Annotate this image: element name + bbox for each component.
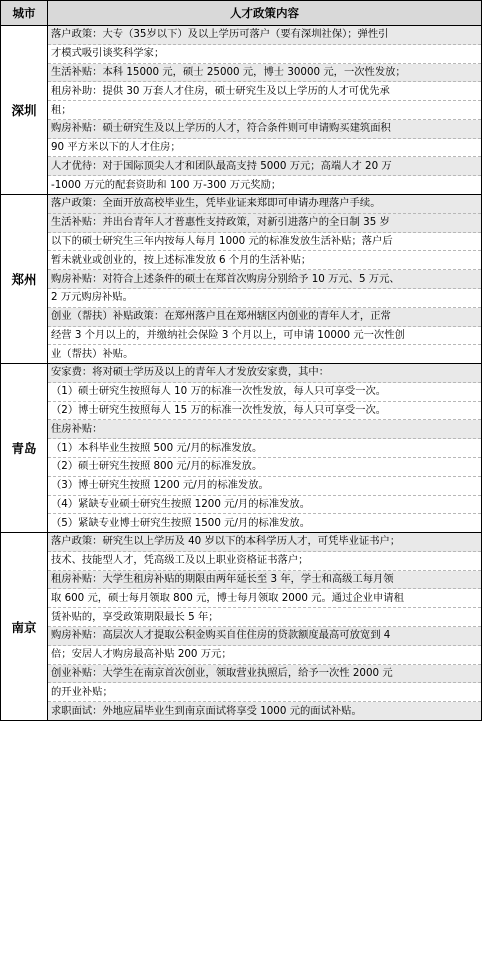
city-name: 南京 (1, 533, 48, 721)
city-name: 深圳 (1, 26, 48, 195)
policy-content (48, 26, 482, 195)
policy-line: 生活补贴：本科 15000 元，硕士 25000 元，博士 30000 元，一次性发放； (48, 64, 481, 83)
table-body (1, 26, 482, 721)
policy-line: 暂未就业或创业的，按上述标准发放 6 个月的生活补贴； (48, 251, 481, 270)
table-header-row (1, 1, 482, 26)
policy-content (48, 195, 482, 364)
policy-line: 人才优待：对于国际顶尖人才和团队最高支持 5000 万元；高端人才 20 万 (48, 157, 481, 176)
content-column-header: 人才政策内容 (48, 1, 482, 26)
policy-line: 租房补贴：大学生租房补贴的期限由两年延长至 3 年，学士和高级工每月领 (48, 571, 481, 590)
policy-line: 技术、技能型人才，凭高级工及以上职业资格证书落户； (48, 552, 481, 571)
policy-line: 落户政策：研究生以上学历及 40 岁以下的本科学历人才，可凭毕业证书户； (48, 533, 481, 552)
policy-line: （1）本科毕业生按照 500 元/月的标准发放。 (48, 439, 481, 458)
policy-line: 安家费：将对硕士学历及以上的青年人才发放安家费，其中： (48, 364, 481, 383)
policy-line: 租； (48, 101, 481, 120)
table-row (1, 533, 482, 721)
policy-line: 生活补贴：并出台青年人才普惠性支持政策，对新引进落户的全日制 35 岁 (48, 214, 481, 233)
city-column-header: 城市 (1, 1, 48, 26)
table-row (1, 26, 482, 195)
policy-line: 创业（帮扶）补贴政策：在郑州落户且在郑州辖区内创业的青年人才，正常 (48, 308, 481, 327)
policy-line: 2 万元购房补贴。 (48, 289, 481, 308)
policy-line: -1000 万元的配套资助和 100 万-300 万元奖励； (51, 178, 282, 191)
policy-line: （3）博士研究生按照 1200 元/月的标准发放。 (48, 477, 481, 496)
policy-line: 租房补助：提供 30 万套人才住房，硕士研究生及以上学历的人才可优先承 (48, 82, 481, 101)
table-row (1, 195, 482, 364)
policy-line: （5）紧缺专业博士研究生按照 1500 元/月的标准发放。 (51, 516, 311, 529)
policy-line: 求职面试：外地应届毕业生到南京面试将享受 1000 元的面试补贴。 (48, 702, 481, 720)
policy-line: （4）紧缺专业硕士研究生按照 1200 元/月的标准发放。 (48, 496, 481, 515)
policy-line: 倍；安居人才购房最高补贴 200 万元； (48, 646, 481, 665)
policy-line: （2）博士研究生按照每人 15 万的标准一次性发放，每人只可享受一次。 (48, 402, 481, 421)
policy-line: 住房补贴： (48, 420, 481, 439)
policy-content (48, 364, 482, 533)
policy-line: 创业补贴：大学生在南京首次创业，领取营业执照后，给予一次性 2000 元 (48, 665, 481, 684)
policy-line: （2）硕士研究生按照 800 元/月的标准发放。 (48, 458, 481, 477)
policy-line: 购房补贴：对符合上述条件的硕士在郑首次购房分别给予 10 万元、5 万元、 (48, 270, 481, 289)
policy-line: 赁补贴的，享受政策期限最长 5 年； (48, 608, 481, 627)
table-row (1, 364, 482, 533)
policy-line: 购房补贴：高层次人才提取公积金购买自住住房的贷款额度最高可放宽到 4 (48, 627, 481, 646)
policy-content (48, 533, 482, 721)
policy-line: 业（帮扶）补贴。 (51, 347, 134, 360)
policy-line: 的开业补贴； (48, 683, 481, 702)
policy-line: 90 平方米以下的人才住房； (48, 139, 481, 158)
policy-line: 落户政策：大专（35岁以下）及以上学历可落户（要有深圳社保）；弹性引 (48, 26, 481, 45)
policy-line: 以下的硕士研究生三年内按每人每月 1000 元的标准发放生活补贴；落户后 (48, 233, 481, 252)
policy-line: 落户政策：全面开放高校毕业生，凭毕业证来郑即可申请办理落户手续。 (48, 195, 481, 214)
policy-line: （1）硕士研究生按照每人 10 万的标准一次性发放，每人只可享受一次。 (48, 383, 481, 402)
policy-line: 才模式吸引谈奖科学家； (48, 45, 481, 64)
policy-line: 取 600 元，硕士每月领取 800 元，博士每月领取 2000 元。通过企业申请租 (48, 589, 481, 608)
city-name: 青岛 (1, 364, 48, 533)
policy-line: 经营 3 个月以上的，并缴纳社会保险 3 个月以上，可申请 10000 元一次性创 (48, 327, 481, 346)
policy-line: 购房补贴：硕士研究生及以上学历的人才，符合条件则可申请购买建筑面积 (48, 120, 481, 139)
city-name: 郑州 (1, 195, 48, 364)
